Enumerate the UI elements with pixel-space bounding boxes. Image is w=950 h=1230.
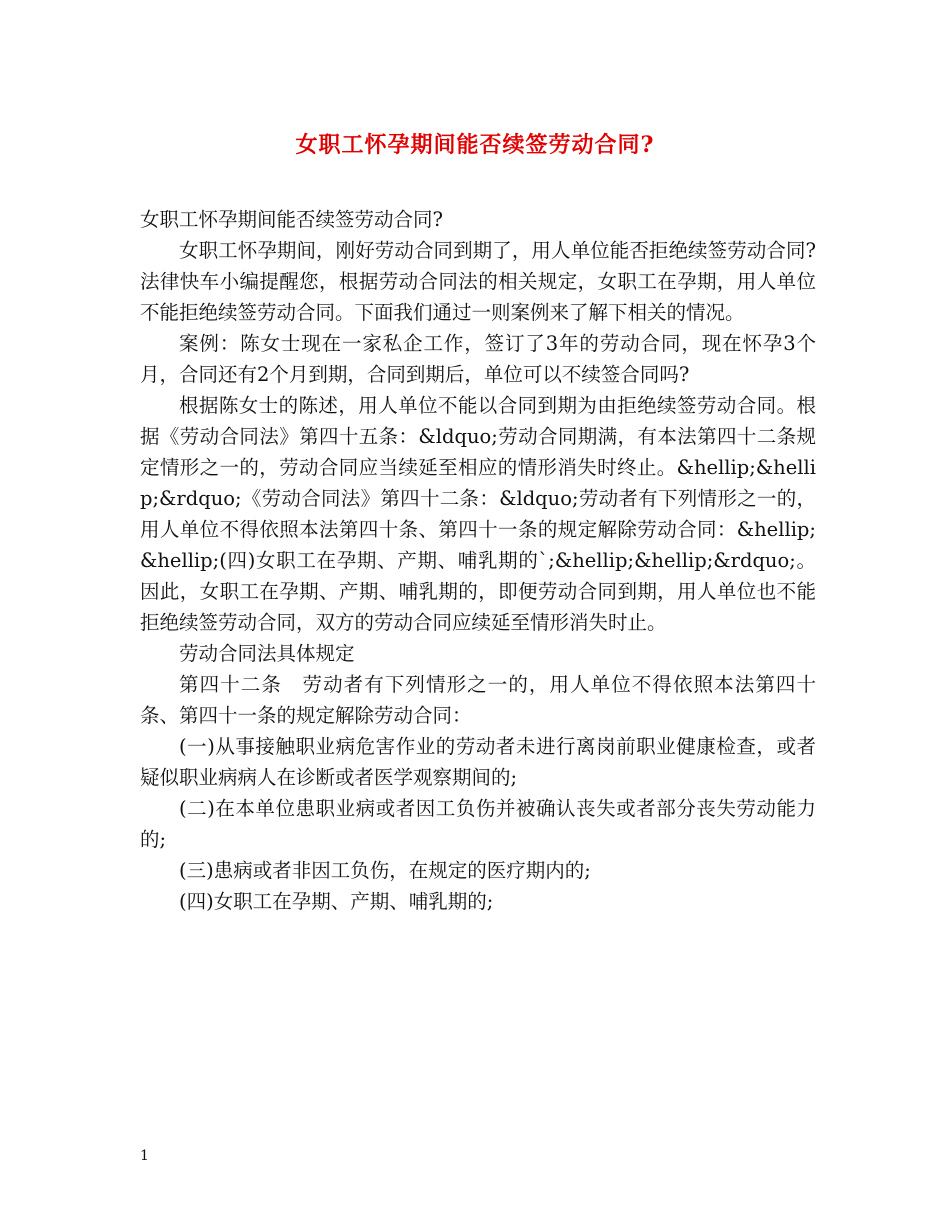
paragraph: (四)女职工在孕期、产期、哺乳期的; (179, 890, 494, 913)
paragraph: 案例：陈女士现在一家私企工作，签订了3年的劳动合同，现在怀孕3个月，合同还有2个月到期，合同到期后，单位可以不续签合同吗? (140, 332, 816, 386)
paragraph: 女职工怀孕期间，刚好劳动合同到期了，用人单位能否拒绝续签劳动合同?法律快车小编提醒您，根据劳动合同法的相关规定，女职工在孕期，用人单位不能拒绝续签劳动合同。下面我们通过一则案例来了解下相关的情况。 (140, 239, 816, 324)
page-number: 1 (140, 1148, 149, 1164)
paragraph: 根据陈女士的陈述，用人单位不能以合同到期为由拒绝续签劳动合同。根据《劳动合同法》第四十五条：&ldquo;劳动合同期满，有本法第四十二条规定情形之一的，劳动合同应当续延至相应的情形消失时终止。&hellip;&hellip;&rdquo;《劳动合同法》第四十二条：&ldquo;劳动者有下列情形之一的，用人单位不得依照本法第四十条、第四十一条的规定解除劳动合同：&hellip;&hellip;(四)女职工在孕期、产期、哺乳期的`;&hellip;&hellip;&rdquo;。因此，女职工在孕期、产期、哺乳期的，即便劳动合同到期，用人单位也不能拒绝续签劳动合同，双方的劳动合同应续延至情形消失时止。 (140, 394, 816, 634)
document-body (140, 204, 816, 917)
paragraph: 女职工怀孕期间能否续签劳动合同? (140, 208, 443, 231)
document-title: 女职工怀孕期间能否续签劳动合同? (295, 132, 655, 158)
paragraph: (三)患病或者非因工负伤，在规定的医疗期内的; (179, 859, 591, 882)
paragraph: 第四十二条 劳动者有下列情形之一的，用人单位不得依照本法第四十条、第四十一条的规定解除劳动合同： (140, 673, 816, 727)
paragraph: (二)在本单位患职业病或者因工负伤并被确认丧失或者部分丧失劳动能力的; (140, 797, 816, 851)
paragraph: (一)从事接触职业病危害作业的劳动者未进行离岗前职业健康检查，或者疑似职业病病人在诊断或者医学观察期间的; (140, 735, 816, 789)
paragraph: 劳动合同法具体规定 (179, 642, 355, 665)
